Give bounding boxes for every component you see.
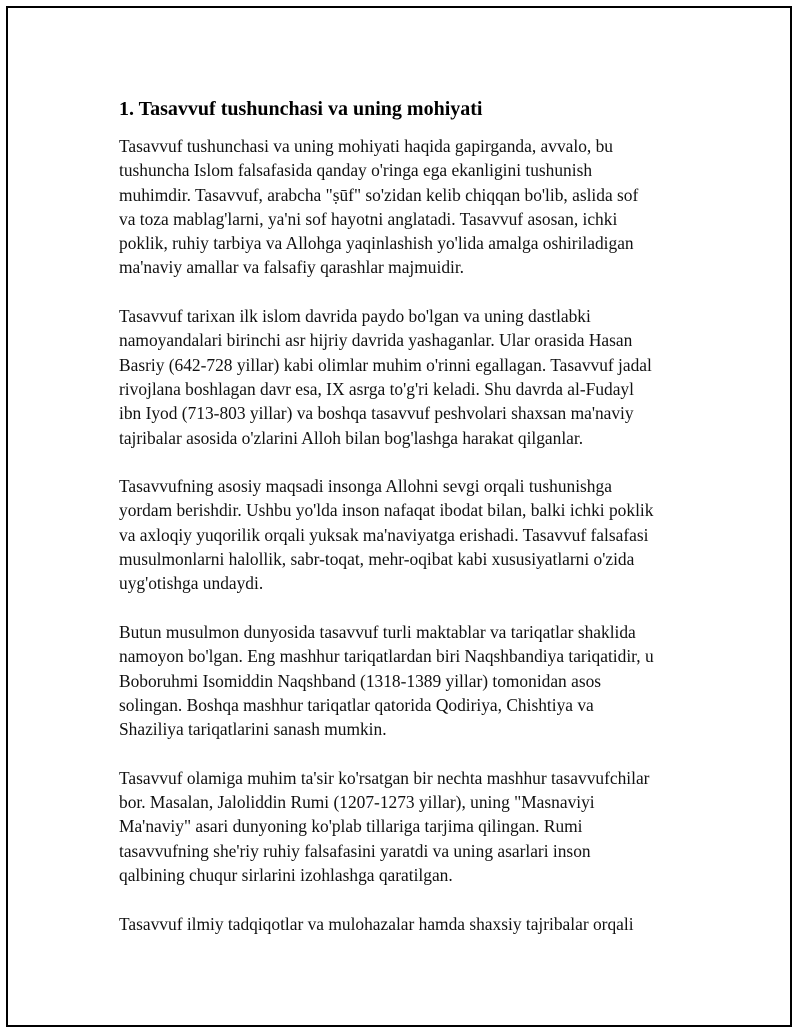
paragraph-1 xyxy=(119,134,699,280)
paragraph-5 xyxy=(119,766,699,887)
text-line: tajribalar asosida o'zlarini Alloh bilan bog'lashga harakat qilganlar. xyxy=(119,427,584,448)
text-line: musulmonlarni halollik, sabr-toqat, mehr-oqibat kabi xususiyatlarni o'zida xyxy=(119,549,635,570)
document-page xyxy=(6,6,792,1027)
text-line: namoyon bo'lgan. Eng mashhur tariqatlardan biri Naqshbandiya tariqatidir, u xyxy=(119,646,654,667)
text-line: qalbining chuqur sirlarini izohlashga qaratilgan. xyxy=(119,864,453,885)
text-line: va toza mablag'larni, ya'ni sof hayotni anglatadi. Tasavvuf asosan, ichki xyxy=(119,208,618,229)
text-line: poklik, ruhiy tarbiya va Allohga yaqinlashish yo'lida amalga oshiriladigan xyxy=(119,233,634,254)
paragraph-3 xyxy=(119,474,699,595)
text-line: tushuncha Islom falsafasida qanday o'ringa ega ekanligini tushunish xyxy=(119,160,593,181)
paragraph-2 xyxy=(119,304,699,450)
text-line: Butun musulmon dunyosida tasavvuf turli maktablar va tariqatlar shaklida xyxy=(119,621,636,642)
text-line: va axloqiy yuqorilik orqali yuksak ma'naviyatga erishadi. Tasavvuf falsafasi xyxy=(119,524,649,545)
text-line: Ma'naviy" asari dunyoning ko'plab tillariga tarjima qilingan. Rumi xyxy=(119,816,583,837)
paragraph-4 xyxy=(119,620,699,741)
document-content xyxy=(119,88,699,960)
text-line: Basriy (642-728 yillar) kabi olimlar muhim o'rinni egallagan. Tasavvuf jadal xyxy=(119,354,652,375)
text-line: yordam berishdir. Ushbu yo'lda inson nafaqat ibodat bilan, balki ichki poklik xyxy=(119,500,654,521)
text-line: Shaziliya tariqatlarini sanash mumkin. xyxy=(119,719,387,740)
text-line: ibn Iyod (713-803 yillar) va boshqa tasavvuf peshvolari shaxsan ma'naviy xyxy=(119,403,634,424)
text-line: bor. Masalan, Jaloliddin Rumi (1207-1273 yillar), uning "Masnaviyi xyxy=(119,792,595,813)
text-line: Tasavvuf tarixan ilk islom davrida paydo bo'lgan va uning dastlabki xyxy=(119,306,591,327)
text-line: namoyandalari birinchi asr hijriy davrida yashaganlar. Ular orasida Hasan xyxy=(119,330,633,351)
text-line: Tasavvuf olamiga muhim ta'sir ko'rsatgan bir nechta mashhur tasavvufchilar xyxy=(119,767,650,788)
text-line: tasavvufning she'riy ruhiy falsafasini yaratdi va uning asarlari inson xyxy=(119,840,591,861)
text-line: Tasavvuf ilmiy tadqiqotlar va mulohazalar hamda shaxsiy tajribalar orqali xyxy=(119,913,634,934)
paragraph-6 xyxy=(119,912,699,936)
text-line: Boboruhmi Isomiddin Naqshband (1318-1389 yillar) tomonidan asos xyxy=(119,670,602,691)
text-line: ma'naviy amallar va falsafiy qarashlar majmuidir. xyxy=(119,257,465,278)
section-heading: 1. Tasavvuf tushunchasi va uning mohiyati xyxy=(119,98,483,120)
text-line: Tasavvuf tushunchasi va uning mohiyati haqida gapirganda, avvalo, bu xyxy=(119,136,613,156)
text-line: rivojlana boshlagan davr esa, IX asrga to'g'ri keladi. Shu davrda al-Fudayl xyxy=(119,378,634,399)
text-line: muhimdir. Tasavvuf, arabcha "ṣūf" so'zidan kelib chiqqan bo'lib, aslida sof xyxy=(119,184,639,205)
text-line: solingan. Boshqa mashhur tariqatlar qatorida Qodiriya, Chishtiya va xyxy=(119,694,594,715)
text-line: Tasavvufning asosiy maqsadi insonga Allohni sevgi orqali tushunishga xyxy=(119,476,612,497)
text-line: uyg'otishga undaydi. xyxy=(119,573,264,594)
